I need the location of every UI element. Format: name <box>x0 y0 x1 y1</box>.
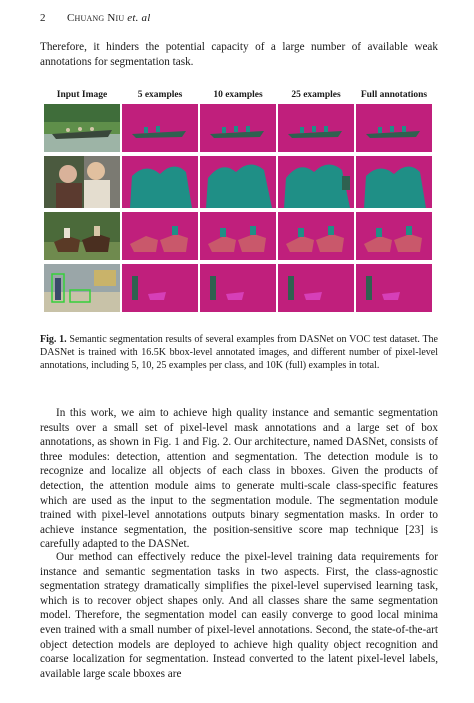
running-header <box>40 12 150 24</box>
seg-people-25 <box>278 156 354 208</box>
seg-horses-full <box>356 212 432 260</box>
seg-boat-10 <box>200 104 276 152</box>
seg-horses-5 <box>122 212 198 260</box>
input-image-boat <box>44 104 120 152</box>
input-image-horses <box>44 212 120 260</box>
seg-chair-10 <box>200 264 276 312</box>
seg-chair-full <box>356 264 432 312</box>
body-paragraph-2: Our method can effectively reduce the pixel-level training data requirements for instance and semantic segmentation tasks in two aspects. First, the class-agnostic segmentation strategy dramatically simplifies the pixel-level supervised learning task, which is to recover object shapes only. And all classes share the same segmentation model. Therefore, the segmentation model can easily converge to good local minima even trained with a small number of pixel-level annotations. Second, the state-of-the-art object detection models are deployed to achieve high quality object recognition and coarse localization for segmentation. Instead converted to the latent pixel-level labels, available large scale bboxes are <box>40 551 438 680</box>
seg-boat-25 <box>278 104 354 152</box>
input-image-chair <box>44 264 120 312</box>
seg-horses-10 <box>200 212 276 260</box>
body-paragraph-1: In this work, we aim to achieve high quality instance and semantic segmentation results over a small set of pixel-level mask annotations and a large set of box annotations, as shown in Fig. 1 and Fig. 2. Our architecture, named DASNet, consists of three modules: detection, attention and segmentation. The detection module is to recognize and localize all objects of each class in bboxes. Given the products of detection, the attention module aims to generate multi-scale class-specific features which are used as the input to the segmentation module. The segmentation module trained with pixel-level annotations outputs binary segmentation masks. In order to achieve instance segmentation, the position-sensitive score map technique [23] is carefully adapted to the DASNet. <box>40 407 438 551</box>
input-image-people <box>44 156 120 208</box>
figure-1 <box>44 90 436 322</box>
caption-text: Semantic segmentation results of several examples from DASNet on VOC test dataset. The DASNet is trained with 16.5K bbox-level annotated images, and different number of pixel-level annotations, including 5, 10, 25 examples per class, and 10K (full) examples in total. <box>40 334 438 371</box>
header-etal: et. al <box>127 12 151 24</box>
header-authors: Chuang Niu <box>66 12 125 24</box>
caption-label: Fig. 1. <box>40 334 67 345</box>
seg-people-5 <box>122 156 198 208</box>
figure-caption <box>40 333 438 372</box>
col-header-full: Full annotations <box>360 90 428 100</box>
seg-people-10 <box>200 156 276 208</box>
seg-horses-25 <box>278 212 354 260</box>
seg-boat-full <box>356 104 432 152</box>
seg-boat-5 <box>122 104 198 152</box>
seg-people-full <box>356 156 432 208</box>
seg-chair-25 <box>278 264 354 312</box>
seg-chair-5 <box>122 264 198 312</box>
col-header-25: 25 examples <box>291 90 341 100</box>
col-header-5: 5 examples <box>137 90 183 100</box>
intro-paragraph: Therefore, it hinders the potential capacity of a large number of available weak annotations for segmentation task. <box>40 41 438 68</box>
col-header-input: Input Image <box>56 90 108 100</box>
page-number: 2 <box>40 12 46 24</box>
col-header-10: 10 examples <box>213 90 263 100</box>
